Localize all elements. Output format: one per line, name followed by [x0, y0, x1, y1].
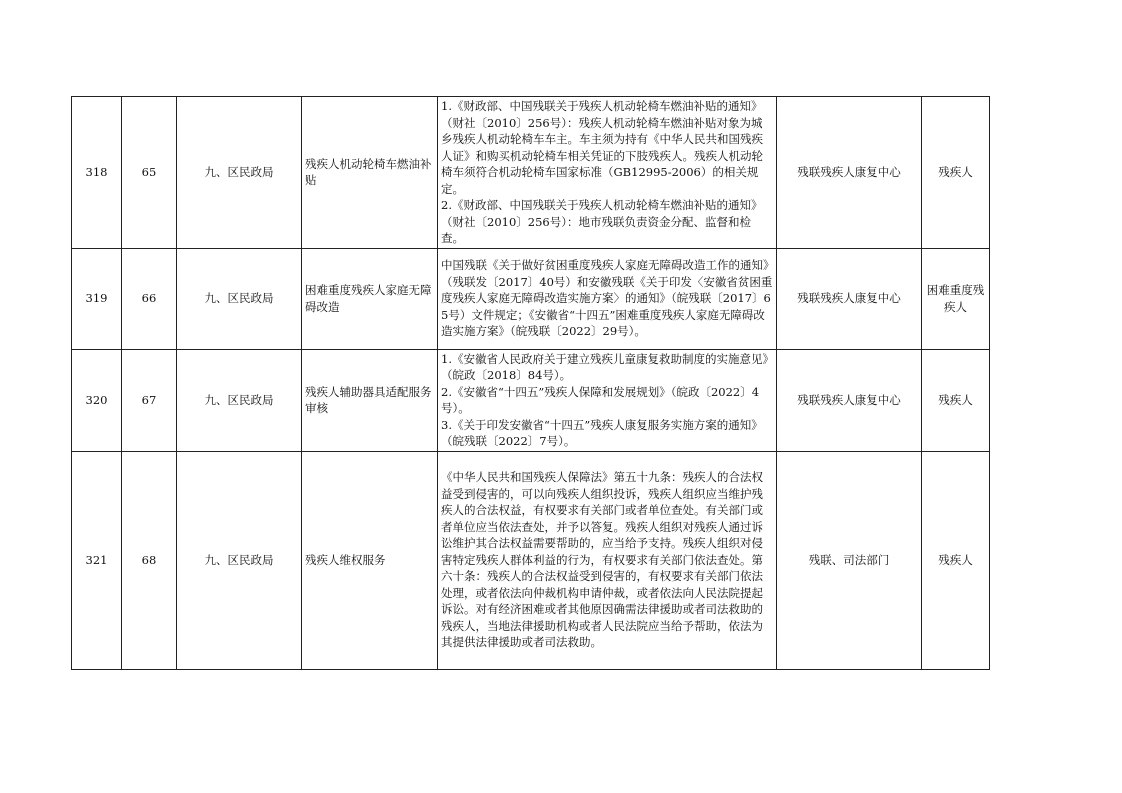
unit-cell: 残联残疾人康复中心 [777, 248, 922, 349]
dept-cell: 九、区民政局 [177, 349, 302, 451]
sub-seq-cell: 67 [122, 349, 177, 451]
item-name-cell: 残疾人维权服务 [302, 451, 438, 669]
basis-cell [438, 451, 777, 669]
table-row [72, 349, 990, 451]
table-row [72, 451, 990, 669]
unit-cell: 残联残疾人康复中心 [777, 97, 922, 249]
item-name-cell: 残疾人辅助器具适配服务审核 [302, 349, 438, 451]
item-name-cell: 困难重度残疾人家庭无障碍改造 [302, 248, 438, 349]
basis-paragraph: 3.《关于印发安徽省“十四五”残疾人康复服务实施方案的通知》（皖残联〔2022〕7号）。 [441, 417, 763, 448]
item-name-cell: 残疾人机动轮椅车燃油补贴 [302, 97, 438, 249]
seq-cell: 321 [72, 451, 122, 669]
target-cell: 残疾人 [922, 97, 990, 249]
table-row [72, 248, 990, 349]
target-cell: 困难重度残疾人 [922, 248, 990, 349]
service-table [71, 96, 990, 670]
seq-cell: 318 [72, 97, 122, 249]
unit-cell: 残联残疾人康复中心 [777, 349, 922, 451]
sub-seq-cell: 65 [122, 97, 177, 249]
basis-cell [438, 349, 777, 451]
basis-paragraph: 中国残联《关于做好贫困重度残疾人家庭无障碍改造工作的通知》（残联发〔2017〕40号）和安徽残联《关于印发〈安徽省贫困重度残疾人家庭无障碍改造实施方案〉的通知》（皖残联〔2017〕65号）文件规定；《安徽省“十四五”困难重度残疾人家庭无障碍改造实施方案》（皖残联〔2022〕29号）。 [441, 258, 773, 339]
basis-cell [438, 248, 777, 349]
sub-seq-cell: 66 [122, 248, 177, 349]
sub-seq-cell: 68 [122, 451, 177, 669]
basis-paragraph: 《中华人民共和国残疾人保障法》第五十九条：残疾人的合法权益受到侵害的，可以向残疾人组织投诉，残疾人组织应当维护残疾人的合法权益，有权要求有关部门或者单位查处。有关部门或者单位应当依法查处，并予以答复。残疾人组织对残疾人通过诉讼维护其合法权益需要帮助的，应当给予支持。残疾人组织对侵害特定残疾人群体利益的行为，有权要求有关部门依法查处。第六十条：残疾人的合法权益受到侵害的，有权要求有关部门依法处理，或者依法向仲裁机构申请仲裁，或者依法向人民法院提起诉讼。对有经济困难或者其他原因确需法律援助或者司法救助的残疾人，当地法律援助机构或者人民法院应当给予帮助，依法为其提供法律援助或者司法救助。 [441, 470, 763, 650]
unit-cell: 残联、司法部门 [777, 451, 922, 669]
target-cell: 残疾人 [922, 451, 990, 669]
basis-paragraph: 1.《安徽省人民政府关于建立残疾儿童康复救助制度的实施意见》（皖政〔2018〕84号）。 [441, 351, 769, 382]
table-row [72, 97, 990, 249]
target-cell: 残疾人 [922, 349, 990, 451]
basis-paragraph: 1.《财政部、中国残联关于残疾人机动轮椅车燃油补贴的通知》（财社〔2010〕256号）：残疾人机动轮椅车燃油补贴对象为城乡残疾人机动轮椅车车主。车主须为持有《中华人民共和国残疾人证》和购买机动轮椅车相关凭证的下肢残疾人。残疾人机动轮椅车须符合机动轮椅车国家标准（GB12995-2006）的相关规定。 [441, 99, 763, 196]
basis-cell [438, 97, 777, 249]
dept-cell: 九、区民政局 [177, 97, 302, 249]
seq-cell: 320 [72, 349, 122, 451]
basis-paragraph: 2.《财政部、中国残联关于残疾人机动轮椅车燃油补贴的通知》（财社〔2010〕256号）：地市残联负责资金分配、监督和检查。 [441, 198, 763, 245]
seq-cell: 319 [72, 248, 122, 349]
dept-cell: 九、区民政局 [177, 451, 302, 669]
dept-cell: 九、区民政局 [177, 248, 302, 349]
basis-paragraph: 2.《安徽省“十四五”残疾人保障和发展规划》（皖政〔2022〕4号）。 [441, 384, 760, 415]
